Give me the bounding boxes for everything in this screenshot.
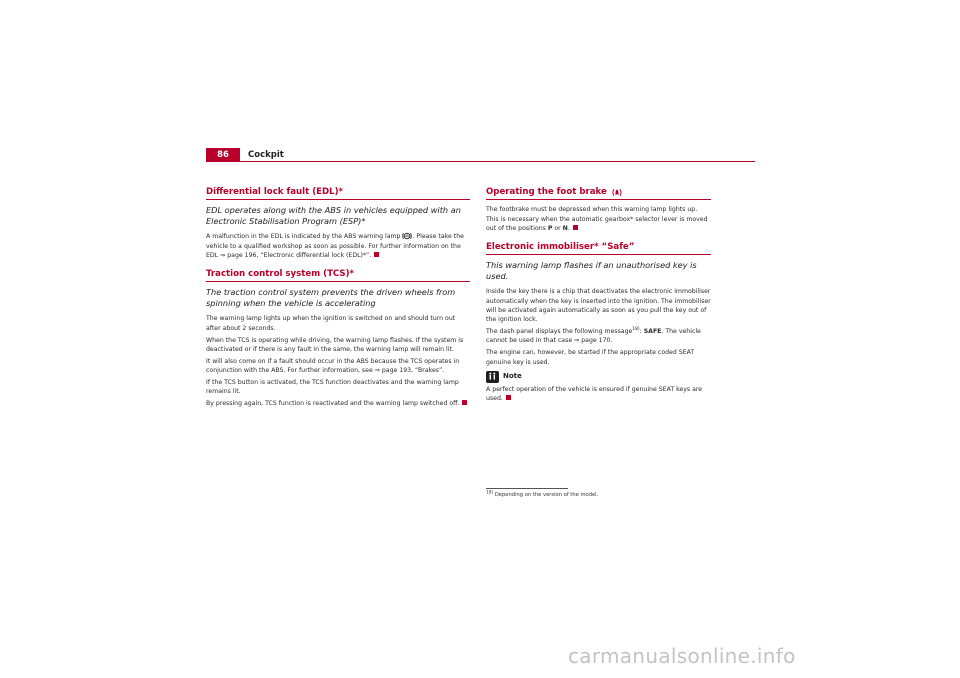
section-title-immobiliser: Electronic immobiliser* “Safe” [486, 243, 711, 255]
section-end-mark [462, 400, 467, 405]
edl-body: A malfunction in the EDL is indicated by the ABS warning lamp . Please take the vehicle to a qualified workshop as soon as possible. For further information on the EDL ⇒ page 196, “Electronic differential lock (EDL)*”. [206, 233, 464, 259]
section-edl [206, 188, 470, 260]
footnote-reference: 18) [632, 327, 640, 333]
section-subtitle-tcs: The traction control system prevents the driven wheels from spinning when the vehicle is accelerating [206, 287, 456, 309]
abs-warning-icon [402, 232, 412, 240]
running-header: Cockpit [248, 150, 284, 160]
section-end-mark [573, 225, 578, 230]
watermark: carmanualsonline.info [568, 644, 796, 668]
immobiliser-paragraph-2: The dash panel displays the following message$^{18)}$: SAFE. The vehicle cannot be used in that case ⇒ page 170. [486, 327, 701, 345]
footnote-rule [486, 488, 568, 489]
tcs-paragraph-4: If the TCS button is activated, the TCS function deactivates and the warning lamp remains lit. [206, 378, 459, 396]
right-column [486, 188, 711, 413]
page-number: 86 [206, 148, 240, 162]
tcs-paragraph-2: When the TCS is operating while driving, the warning lamp flashes. If the system is deactivated or if there is any fault in the same, the warning lamp will remain lit. [206, 336, 464, 353]
section-immobiliser [486, 243, 711, 403]
section-end-mark [374, 252, 379, 257]
section-title-foot-brake: Operating the foot brake [486, 188, 711, 200]
section-title-edl: Differential lock fault (EDL)* [206, 188, 470, 200]
note-text: A perfect operation of the vehicle is ensured if genuine SEAT keys are used. [486, 385, 703, 403]
section-tcs [206, 270, 470, 408]
tcs-paragraph-3: It will also come on if a fault should occur in the ABS because the TCS operates in conjunction with the ABS. For further information, see ⇒ page 193, “Brakes”. [206, 357, 460, 374]
section-title-tcs: Traction control system (TCS)* [206, 270, 470, 282]
tcs-paragraph-5: By pressing again, TCS function is reactivated and the warning lamp switched off. [206, 399, 470, 408]
section-end-mark [506, 395, 511, 400]
footnote: $^{18)}$ Depending on the version of the model. [486, 490, 599, 498]
section-subtitle-edl: EDL operates along with the ABS in vehicles equipped with an Electronic Stabilisation Program (ESP)* [206, 205, 461, 227]
immobiliser-paragraph-1: Inside the key there is a chip that deactivates the electronic immobiliser automatically when the key is inserted into the ignition. The immobiliser will be activated again automatically as soon as you pull the key out of the ignition lock. [486, 288, 711, 324]
immobiliser-paragraph-3: The engine can, however, be started if the appropriate coded SEAT genuine key is used. [486, 349, 695, 366]
tcs-paragraph-1: The warning lamp lights up when the ignition is switched on and should turn out after about 2 seconds. [206, 315, 456, 332]
foot-brake-body: The footbrake must be depressed when this warning lamp lights up. This is necessary when the automatic gearbox* selector lever is moved out of the positions P or N. [486, 206, 708, 232]
note-heading: Note [486, 371, 711, 383]
header-rule [206, 161, 755, 162]
foot-brake-icon [611, 188, 623, 197]
note-icon [486, 371, 499, 383]
left-column [206, 188, 470, 418]
section-subtitle-immobiliser: This warning lamp flashes if an unauthorised key is used. [486, 260, 697, 282]
section-foot-brake [486, 188, 711, 233]
